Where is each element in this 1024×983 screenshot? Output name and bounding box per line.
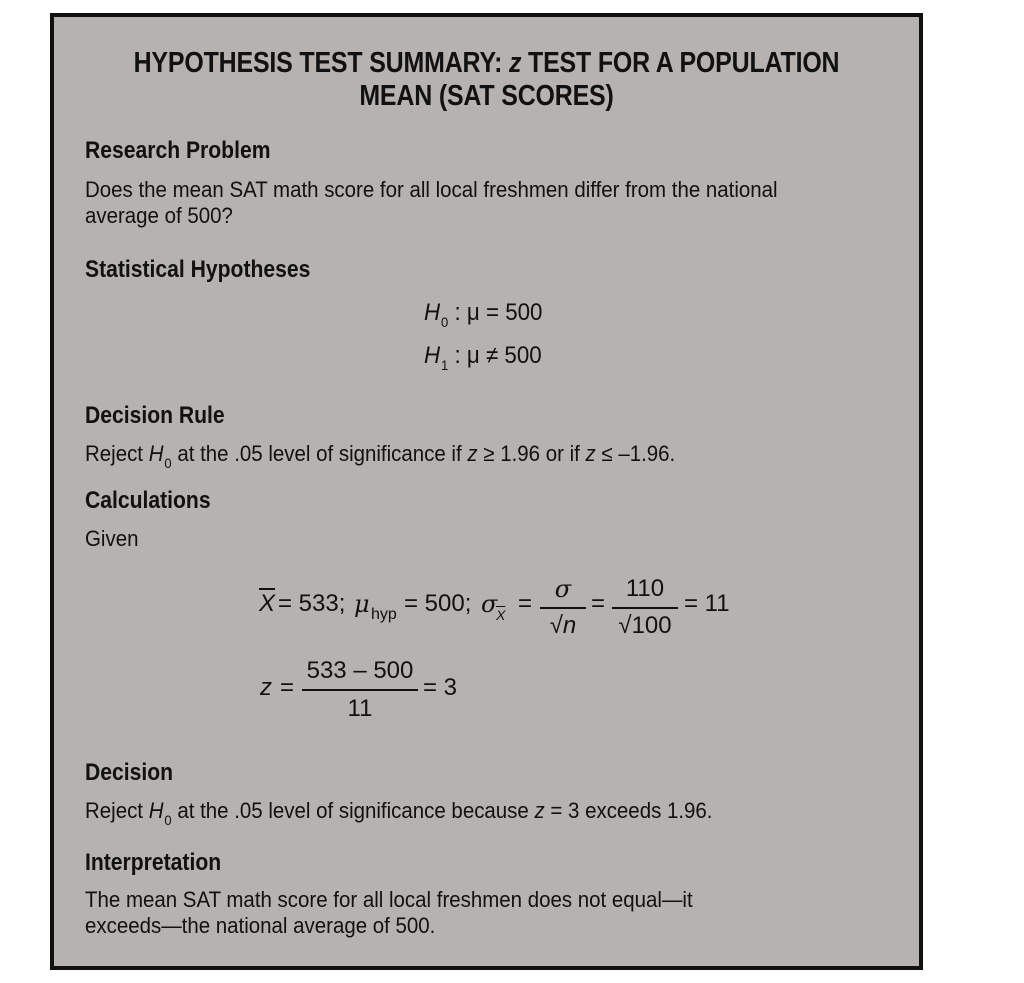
research-problem-heading: Research Problem	[85, 137, 271, 164]
mu-symbol: μ	[354, 590, 370, 618]
h0-rest: : μ = 500	[448, 299, 543, 326]
decision-rule-part3: ≥ 1.96 or if	[477, 441, 586, 466]
h1-letter: H	[424, 342, 441, 369]
decision-rule-h: H	[148, 441, 164, 466]
decision-rule-z1: z	[467, 441, 478, 466]
x-bar-subscript: $\overline{X}$	[496, 607, 506, 623]
z-frac-bar	[302, 689, 418, 691]
h1-subscript: 1	[441, 357, 449, 373]
decision-rule-sub: 0	[164, 455, 172, 471]
eq-533: = 533;	[278, 590, 346, 617]
h0-letter: H	[424, 299, 441, 326]
eq-11: = 11	[684, 590, 730, 617]
null-hypothesis	[424, 299, 543, 330]
title-part2: TEST FOR A POPULATION	[521, 47, 840, 79]
frac2-bar	[612, 607, 678, 609]
decision-rule-text	[85, 441, 675, 469]
frac1-numerator: σ	[554, 575, 572, 603]
eq-500: = 500;	[404, 590, 472, 617]
decision-part3: = 3 exceeds 1.96.	[544, 798, 713, 823]
decision-rule-part4: ≤ –1.96.	[595, 441, 676, 466]
decision-h: H	[148, 798, 164, 823]
summary-title	[115, 47, 859, 113]
research-problem-line1: Does the mean SAT math score for all local freshmen differ from the national	[85, 177, 778, 202]
sigma-symbol: σ	[481, 590, 498, 618]
decision-rule-heading: Decision Rule	[85, 402, 225, 429]
decision-rule-z2: z	[585, 441, 596, 466]
eq-sign-1: =	[518, 590, 533, 617]
hypotheses-heading: Statistical Hypotheses	[85, 256, 311, 283]
calculations-given: Given	[85, 526, 139, 551]
decision-sub: 0	[164, 812, 172, 828]
z-result: = 3	[423, 674, 458, 701]
decision-part2: at the .05 level of significance because	[171, 798, 535, 823]
frac1-denominator: √n	[549, 612, 577, 639]
research-problem-line2: average of 500?	[85, 203, 233, 228]
z-numerator: 533 – 500	[306, 657, 414, 684]
frac1-bar	[540, 607, 586, 609]
calculations-heading: Calculations	[85, 487, 211, 514]
z-label: z	[260, 674, 272, 701]
hyp-subscript: hyp	[371, 606, 397, 623]
summary-box	[50, 13, 923, 970]
z-eq-sign: =	[280, 674, 295, 701]
decision-rule-part1: Reject	[85, 441, 149, 466]
title-z: z	[508, 47, 522, 79]
decision-rule-part2: at the .05 level of significance if	[171, 441, 468, 466]
z-denominator: 11	[347, 695, 373, 722]
x-bar: $\overline{X}$	[259, 590, 276, 617]
frac2-numerator: 110	[625, 575, 665, 602]
decision-heading: Decision	[85, 759, 174, 786]
eq-sign-2: =	[591, 590, 606, 617]
decision-z: z	[534, 798, 545, 823]
decision-text	[85, 798, 712, 826]
interpretation-line2: exceeds—the national average of 500.	[85, 913, 436, 938]
title-part1: HYPOTHESIS TEST SUMMARY:	[133, 47, 509, 79]
h1-rest: : μ ≠ 500	[448, 342, 542, 369]
interpretation-heading: Interpretation	[85, 849, 222, 876]
frac2-denominator: √100	[618, 612, 672, 639]
decision-part1: Reject	[85, 798, 149, 823]
alternative-hypothesis	[424, 342, 542, 373]
interpretation-line1: The mean SAT math score for all local freshmen does not equal—it	[85, 887, 693, 912]
h0-subscript: 0	[441, 314, 449, 330]
title-line2: MEAN (SAT SCORES)	[359, 80, 614, 112]
